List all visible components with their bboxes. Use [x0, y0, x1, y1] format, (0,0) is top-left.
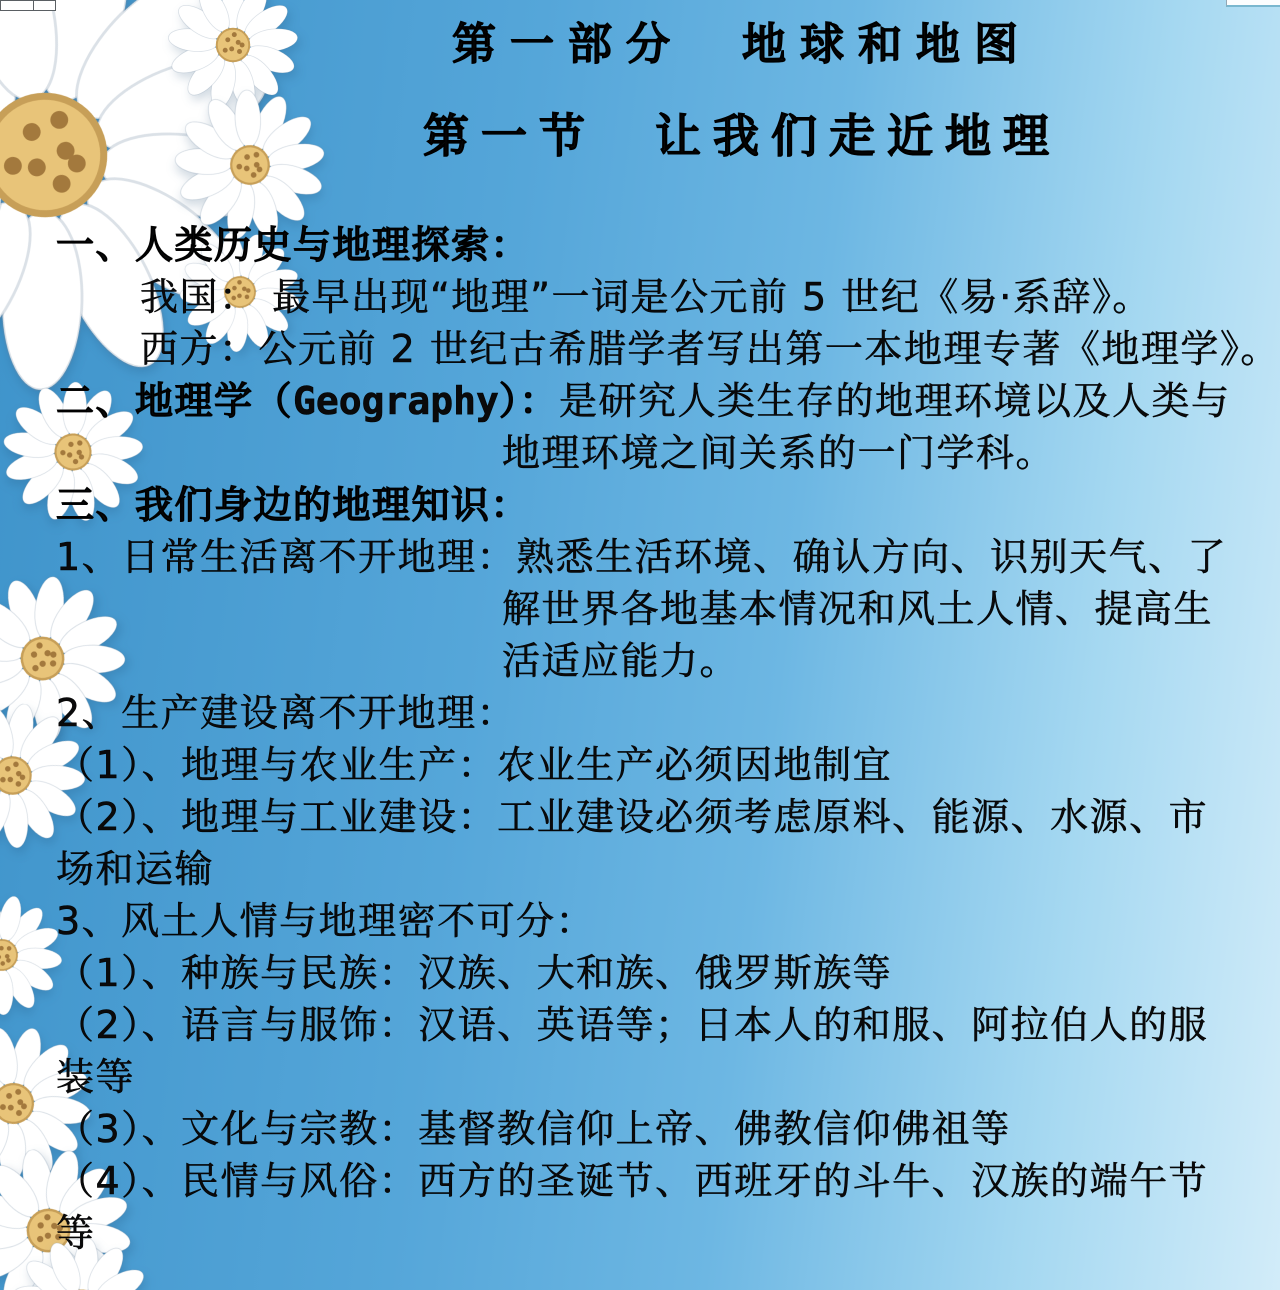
window-corner-artifact-right: [1226, 0, 1280, 7]
text-segment: 3、风土人情与地理密不可分：: [56, 899, 596, 943]
text-segment: Geography: [293, 379, 499, 423]
text-segment: 一、人类历史与地理探索：: [56, 223, 531, 267]
text-segment: （1）、种族与民族：汉族、大和族、俄罗斯族等: [56, 951, 893, 995]
text-segment: 活适应能力。: [502, 639, 740, 683]
window-corner-artifact-left: [0, 0, 56, 11]
text-line: [0, 323, 1280, 375]
text-segment: 三、我们身边的地理知识：: [56, 483, 531, 527]
text-line: [0, 1207, 1280, 1259]
text-line: [0, 635, 1280, 687]
text-line: [0, 271, 1280, 323]
part-title: 第一部分 地球和地图: [452, 19, 1032, 70]
text-line: [0, 739, 1280, 791]
text-line: [0, 1155, 1280, 1207]
text-segment: （2）、地理与工业建设：工业建设必须考虑原料、能源、水源、市: [56, 795, 1209, 839]
text-segment: ）：: [498, 379, 559, 423]
text-segment: 是研究人类生存的地理环境以及人类与: [558, 379, 1231, 423]
text-segment: （3）、文化与宗教：基督教信仰上帝、佛教信仰佛祖等: [56, 1107, 1011, 1151]
text-segment: （4）、民情与风俗：西方的圣诞节、西班牙的斗牛、汉族的端午节: [56, 1159, 1209, 1203]
text-line: [0, 895, 1280, 947]
text-segment: 装等: [56, 1055, 136, 1099]
text-segment: 场和运输: [56, 847, 215, 891]
text-line: [0, 1051, 1280, 1103]
text-line: [0, 947, 1280, 999]
text-line: [0, 219, 1280, 271]
text-segment: 等: [56, 1211, 96, 1255]
text-segment: 我国： 最早出现“地理”一词是公元前 5 世纪《易·系辞》。: [140, 275, 1152, 319]
text-segment: 二、地理学（: [56, 379, 294, 423]
text-line: [0, 843, 1280, 895]
text-segment: 1、日常生活离不开地理：熟悉生活环境、确认方向、识别天气、了: [56, 535, 1228, 579]
text-line: [0, 791, 1280, 843]
notes-lines: [0, 219, 1280, 1259]
text-line: [0, 999, 1280, 1051]
text-line: [0, 427, 1280, 479]
text-line: [0, 1103, 1280, 1155]
text-segment: 西方：公元前 2 世纪古希腊学者写出第一本地理专著《地理学》。: [140, 327, 1280, 371]
text-line: [0, 687, 1280, 739]
section-title: 第一节 让我们走近地理: [423, 109, 1061, 163]
text-line: [0, 531, 1280, 583]
text-line: [0, 375, 1280, 427]
text-line: [0, 583, 1280, 635]
text-line: [0, 479, 1280, 531]
text-segment: 2、生产建设离不开地理：: [56, 691, 517, 735]
text-segment: 解世界各地基本情况和风土人情、提高生: [502, 587, 1214, 631]
text-segment: （1）、地理与农业生产：农业生产必须因地制宜: [56, 743, 893, 787]
text-segment: 地理环境之间关系的一门学科。: [502, 431, 1056, 475]
text-segment: （2）、语言与服饰：汉语、英语等；日本人的和服、阿拉伯人的服: [56, 1003, 1209, 1047]
